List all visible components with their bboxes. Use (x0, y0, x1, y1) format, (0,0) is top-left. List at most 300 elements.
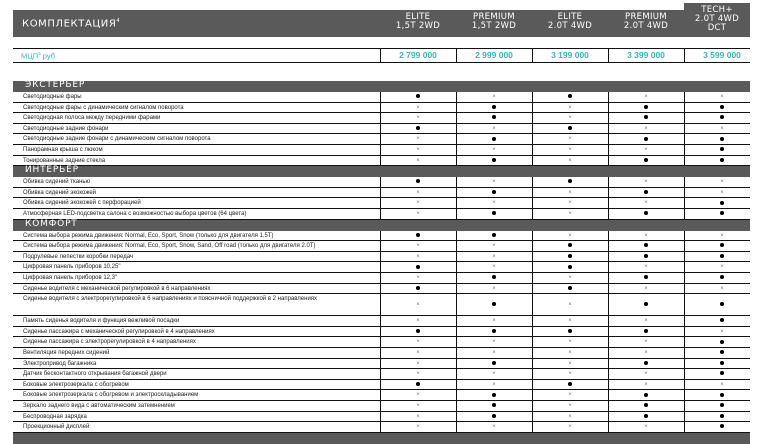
not-available-cross-icon: × (416, 302, 420, 309)
availability-cell (380, 327, 456, 338)
not-available-cross-icon: × (492, 200, 496, 207)
not-available-cross-icon: × (416, 115, 420, 122)
table-row (13, 92, 750, 103)
column-divider (684, 359, 685, 370)
availability-cell (380, 422, 456, 433)
not-available-cross-icon: × (568, 392, 572, 399)
column-divider (608, 92, 609, 103)
not-available-cross-icon: × (720, 94, 724, 100)
included-dot-icon (416, 94, 420, 98)
included-dot-icon (568, 265, 572, 269)
column-divider (380, 380, 381, 391)
included-dot-icon (644, 158, 648, 162)
column-divider (608, 337, 609, 348)
feature-label: Сиденье водителя с электрорегулировкой в 6 направлениях и поясничной поддержкой в 2 направлениях (23, 296, 318, 303)
included-dot-icon (644, 243, 648, 247)
availability-cell (456, 422, 532, 433)
column-divider (608, 262, 609, 273)
availability-cell (684, 294, 758, 316)
column-divider (456, 209, 457, 220)
included-dot-icon (644, 329, 648, 333)
included-dot-icon (568, 94, 572, 98)
not-available-cross-icon: × (644, 371, 648, 378)
column-divider (532, 113, 533, 124)
availability-cell (684, 241, 758, 252)
included-dot-icon (416, 382, 420, 386)
included-dot-icon (568, 286, 572, 290)
not-available-cross-icon: × (492, 318, 496, 325)
included-dot-icon (644, 302, 648, 306)
table-row (13, 390, 750, 401)
availability-cell (380, 134, 456, 145)
column-divider (684, 198, 685, 209)
availability-cell (684, 337, 758, 348)
availability-cell (532, 380, 608, 391)
column-divider (456, 113, 457, 124)
column-divider (456, 48, 457, 63)
included-dot-icon (492, 329, 496, 333)
availability-cell (608, 316, 684, 327)
not-available-cross-icon: × (416, 392, 420, 399)
column-divider (608, 177, 609, 188)
not-available-cross-icon: × (416, 360, 420, 367)
column-divider (684, 124, 685, 135)
availability-cell (380, 390, 456, 401)
column-header-line: 2.0T 4WD (547, 21, 593, 31)
availability-cell (608, 327, 684, 338)
not-available-cross-icon: × (568, 424, 572, 431)
column-divider (380, 124, 381, 135)
column-divider (684, 113, 685, 124)
column-divider (532, 92, 533, 103)
availability-cell (684, 103, 758, 114)
table-row (13, 113, 750, 124)
column-header-5 (684, 3, 750, 37)
availability-cell (456, 231, 532, 242)
column-header-line: ELITE (557, 12, 583, 22)
availability-cell (608, 412, 684, 423)
not-available-cross-icon: × (568, 147, 572, 153)
included-dot-icon (720, 211, 724, 215)
availability-cell (532, 337, 608, 348)
not-available-cross-icon: × (416, 318, 420, 325)
not-available-cross-icon: × (416, 243, 420, 250)
availability-cell (380, 156, 456, 167)
column-divider (456, 348, 457, 359)
availability-cell (684, 348, 758, 359)
column-divider (456, 401, 457, 412)
column-divider (532, 380, 533, 391)
column-divider (456, 198, 457, 209)
included-dot-icon (492, 393, 496, 397)
included-dot-icon (416, 265, 420, 269)
column-divider (380, 401, 381, 412)
included-dot-icon (568, 126, 572, 130)
column-header-line: 2.0T 4WD (694, 14, 740, 24)
not-available-cross-icon: × (568, 350, 572, 356)
not-available-cross-icon: × (492, 339, 496, 346)
column-divider (456, 316, 457, 327)
availability-cell (456, 188, 532, 199)
availability-cell (380, 231, 456, 242)
availability-cell (380, 273, 456, 284)
not-available-cross-icon: × (492, 179, 496, 186)
table-row (13, 188, 750, 199)
column-divider (684, 145, 685, 156)
column-divider (684, 273, 685, 284)
column-divider (608, 348, 609, 359)
column-divider (684, 262, 685, 273)
column-divider (532, 231, 533, 242)
feature-label: Боковые электрозеркала с обогревом и электроскладыванием (23, 392, 199, 399)
column-divider (456, 134, 457, 145)
column-divider (608, 124, 609, 135)
column-divider (608, 327, 609, 338)
availability-cell (684, 284, 758, 295)
feature-label: Сиденье пассажира с электрорегулировкой в 4 направлениях (23, 339, 196, 346)
section-title: ИНТЕРЬЕР (25, 165, 79, 176)
column-header-line: TECH+ (701, 5, 733, 15)
availability-cell (532, 209, 608, 220)
not-available-cross-icon: × (568, 318, 572, 325)
availability-cell (532, 92, 608, 103)
table-row (13, 401, 750, 412)
column-divider (608, 134, 609, 145)
not-available-cross-icon: × (568, 413, 572, 420)
not-available-cross-icon: × (416, 339, 420, 346)
column-divider (608, 231, 609, 242)
column-divider (608, 113, 609, 124)
price-value: 2 999 000 (475, 50, 513, 60)
column-divider (456, 103, 457, 114)
column-divider (380, 198, 381, 209)
availability-cell (532, 273, 608, 284)
availability-cell (684, 359, 758, 370)
column-divider (608, 412, 609, 423)
included-dot-icon (644, 361, 648, 365)
not-available-cross-icon: × (720, 232, 724, 239)
column-divider (532, 359, 533, 370)
availability-cell (456, 359, 532, 370)
table-row (13, 359, 750, 370)
not-available-cross-icon: × (644, 125, 648, 132)
column-divider (684, 188, 685, 199)
availability-cell (684, 134, 758, 145)
availability-cell (684, 231, 758, 242)
availability-cell (456, 103, 532, 114)
table-row (13, 294, 750, 316)
availability-cell (532, 284, 608, 295)
column-divider (532, 284, 533, 295)
availability-cell (456, 390, 532, 401)
availability-cell (684, 252, 758, 263)
included-dot-icon (644, 403, 648, 407)
not-available-cross-icon: × (416, 136, 420, 143)
availability-cell (684, 124, 758, 135)
section-title: ЭКСТЕРЬЕР (25, 80, 86, 90)
availability-cell (608, 252, 684, 263)
availability-cell (456, 412, 532, 423)
included-dot-icon (568, 179, 572, 183)
availability-cell (608, 284, 684, 295)
feature-label: Боковые электрозеркала с обогревом (23, 381, 129, 388)
column-divider (608, 209, 609, 220)
price-value: 3 199 000 (551, 50, 589, 60)
column-divider (456, 124, 457, 135)
column-divider (532, 177, 533, 188)
feature-label: Цифровая панель приборов 10,25" (23, 264, 121, 271)
not-available-cross-icon: × (568, 104, 572, 111)
column-divider (380, 113, 381, 124)
not-available-cross-icon: × (416, 104, 420, 111)
table-row (13, 156, 750, 167)
availability-cell (456, 284, 532, 295)
column-header-line: PREMIUM (473, 12, 515, 22)
column-divider (608, 198, 609, 209)
not-available-cross-icon: × (720, 264, 724, 271)
column-divider (532, 273, 533, 284)
availability-cell (608, 198, 684, 209)
column-divider (380, 103, 381, 114)
column-header-line: ELITE (405, 12, 431, 22)
included-dot-icon (492, 233, 496, 237)
column-header-2 (456, 13, 532, 31)
column-divider (456, 252, 457, 263)
included-dot-icon (720, 424, 724, 428)
not-available-cross-icon: × (416, 403, 420, 409)
column-divider (684, 48, 685, 63)
not-available-cross-icon: × (568, 200, 572, 207)
availability-cell (532, 294, 608, 316)
not-available-cross-icon: × (568, 275, 572, 281)
column-divider (532, 241, 533, 252)
column-divider (684, 412, 685, 423)
feature-label: Электропривод багажника (23, 360, 97, 367)
table-title: КОМПЛЕКТАЦИЯ$^4$ (22, 18, 121, 30)
column-divider (380, 273, 381, 284)
column-divider (380, 156, 381, 167)
availability-cell (532, 113, 608, 124)
column-divider (684, 369, 685, 380)
not-available-cross-icon: × (492, 350, 496, 356)
feature-label: Светодиодные задние фонари с динамическим сигналом поворота (23, 136, 211, 143)
column-divider (684, 156, 685, 167)
column-divider (380, 390, 381, 401)
column-divider (532, 412, 533, 423)
column-header-line: DCT (707, 23, 727, 33)
not-available-cross-icon: × (416, 147, 420, 153)
availability-cell (380, 369, 456, 380)
feature-label: Обивка сидений тканью (23, 179, 91, 186)
availability-cell (380, 262, 456, 273)
availability-cell (456, 316, 532, 327)
availability-cell (532, 327, 608, 338)
not-available-cross-icon: × (644, 179, 648, 186)
availability-cell (456, 380, 532, 391)
column-divider (684, 348, 685, 359)
column-divider (456, 177, 457, 188)
column-divider (532, 390, 533, 401)
not-available-cross-icon: × (720, 328, 724, 335)
availability-cell (608, 231, 684, 242)
availability-cell (456, 273, 532, 284)
column-divider (532, 401, 533, 412)
availability-cell (608, 113, 684, 124)
not-available-cross-icon: × (416, 211, 420, 217)
column-header-line: 2.0T 4WD (623, 21, 669, 31)
feature-label: Атмосферная LED-подсветка салона с возможностью выбора цветов (64 цвета) (23, 211, 247, 217)
table-row (13, 145, 750, 156)
column-divider (684, 209, 685, 220)
not-available-cross-icon: × (416, 275, 420, 281)
availability-cell (684, 156, 758, 167)
column-divider (380, 369, 381, 380)
column-divider (532, 369, 533, 380)
not-available-cross-icon: × (644, 285, 648, 292)
column-divider (684, 327, 685, 338)
column-divider (532, 262, 533, 273)
feature-label: Обивка сидений экокожей с перфорацией (23, 200, 141, 207)
column-divider (380, 422, 381, 433)
table-row (13, 327, 750, 338)
availability-cell (608, 380, 684, 391)
not-available-cross-icon: × (416, 189, 420, 196)
not-available-cross-icon: × (492, 371, 496, 378)
table-row (13, 422, 750, 433)
included-dot-icon (720, 201, 724, 205)
not-available-cross-icon: × (568, 136, 572, 143)
column-header-line: 1,5T 2WD (471, 21, 517, 31)
column-divider (684, 241, 685, 252)
availability-cell (684, 113, 758, 124)
availability-cell (608, 294, 684, 316)
column-divider (684, 103, 685, 114)
feature-label: Цифровая панель приборов 12,3" (23, 275, 118, 281)
availability-cell (456, 369, 532, 380)
column-divider (532, 145, 533, 156)
column-divider (684, 390, 685, 401)
availability-cell (380, 252, 456, 263)
availability-cell (380, 284, 456, 295)
column-divider (380, 188, 381, 199)
availability-cell (684, 145, 758, 156)
column-divider (608, 380, 609, 391)
availability-cell (532, 241, 608, 252)
availability-cell (608, 348, 684, 359)
included-dot-icon (492, 414, 496, 418)
table-row (13, 241, 750, 252)
availability-cell (456, 348, 532, 359)
included-dot-icon (720, 393, 724, 397)
table-row (13, 380, 750, 391)
availability-cell (380, 124, 456, 135)
column-divider (532, 134, 533, 145)
included-dot-icon (492, 211, 496, 215)
column-divider (380, 337, 381, 348)
not-available-cross-icon: × (568, 371, 572, 378)
feature-label: Система выбора режима движения: Normal, Eco, Sport, Snow (только для двигателя 1.5T) (23, 232, 274, 239)
not-available-cross-icon: × (644, 264, 648, 271)
column-header-3 (532, 13, 608, 31)
column-divider (608, 241, 609, 252)
feature-label: Зеркало заднего вида с автоматическим затемнением (23, 403, 175, 409)
price-value: 3 399 000 (627, 50, 665, 60)
availability-cell (532, 252, 608, 263)
not-available-cross-icon: × (492, 125, 496, 132)
column-divider (532, 156, 533, 167)
availability-cell (532, 177, 608, 188)
feature-label: Память сиденья водителя и функция вежливой посадки (23, 318, 180, 325)
not-available-cross-icon: × (644, 200, 648, 207)
availability-cell (380, 209, 456, 220)
included-dot-icon (416, 126, 420, 130)
not-available-cross-icon: × (568, 211, 572, 217)
included-dot-icon (720, 243, 724, 247)
column-divider (380, 145, 381, 156)
availability-cell (684, 327, 758, 338)
not-available-cross-icon: × (644, 339, 648, 346)
column-divider (684, 337, 685, 348)
availability-cell (532, 124, 608, 135)
column-divider (456, 262, 457, 273)
column-divider (684, 294, 685, 316)
feature-label: Светодиодные фары (23, 94, 82, 100)
included-dot-icon (644, 254, 648, 258)
column-divider (684, 422, 685, 433)
included-dot-icon (720, 158, 724, 162)
column-divider (380, 241, 381, 252)
column-header-line: PREMIUM (625, 12, 667, 22)
included-dot-icon (492, 190, 496, 194)
included-dot-icon (492, 361, 496, 365)
table-row (13, 262, 750, 273)
availability-cell (684, 198, 758, 209)
included-dot-icon (720, 350, 724, 354)
availability-cell (608, 359, 684, 370)
column-divider (684, 177, 685, 188)
column-divider (380, 327, 381, 338)
not-available-cross-icon: × (568, 157, 572, 164)
availability-cell (380, 337, 456, 348)
column-divider (532, 294, 533, 316)
column-divider (380, 48, 381, 63)
not-available-cross-icon: × (568, 403, 572, 409)
included-dot-icon (720, 302, 724, 306)
availability-cell (608, 241, 684, 252)
not-available-cross-icon: × (720, 125, 724, 132)
availability-cell (532, 316, 608, 327)
included-dot-icon (720, 275, 724, 279)
availability-cell (684, 412, 758, 423)
availability-cell (380, 380, 456, 391)
table-row (13, 284, 750, 295)
included-dot-icon (492, 403, 496, 407)
section-header (13, 81, 750, 92)
availability-cell (532, 390, 608, 401)
availability-cell (532, 262, 608, 273)
availability-cell (380, 188, 456, 199)
feature-label: Сиденье водителя с механической регулировкой в 6 направлениях (23, 285, 211, 292)
availability-cell (608, 145, 684, 156)
price-value: 3 599 000 (703, 50, 741, 60)
feature-label: Обивка сидений экокожей (23, 189, 97, 196)
availability-cell (532, 359, 608, 370)
availability-cell (380, 316, 456, 327)
not-available-cross-icon: × (720, 381, 724, 388)
column-divider (684, 134, 685, 145)
column-divider (608, 390, 609, 401)
availability-cell (608, 177, 684, 188)
